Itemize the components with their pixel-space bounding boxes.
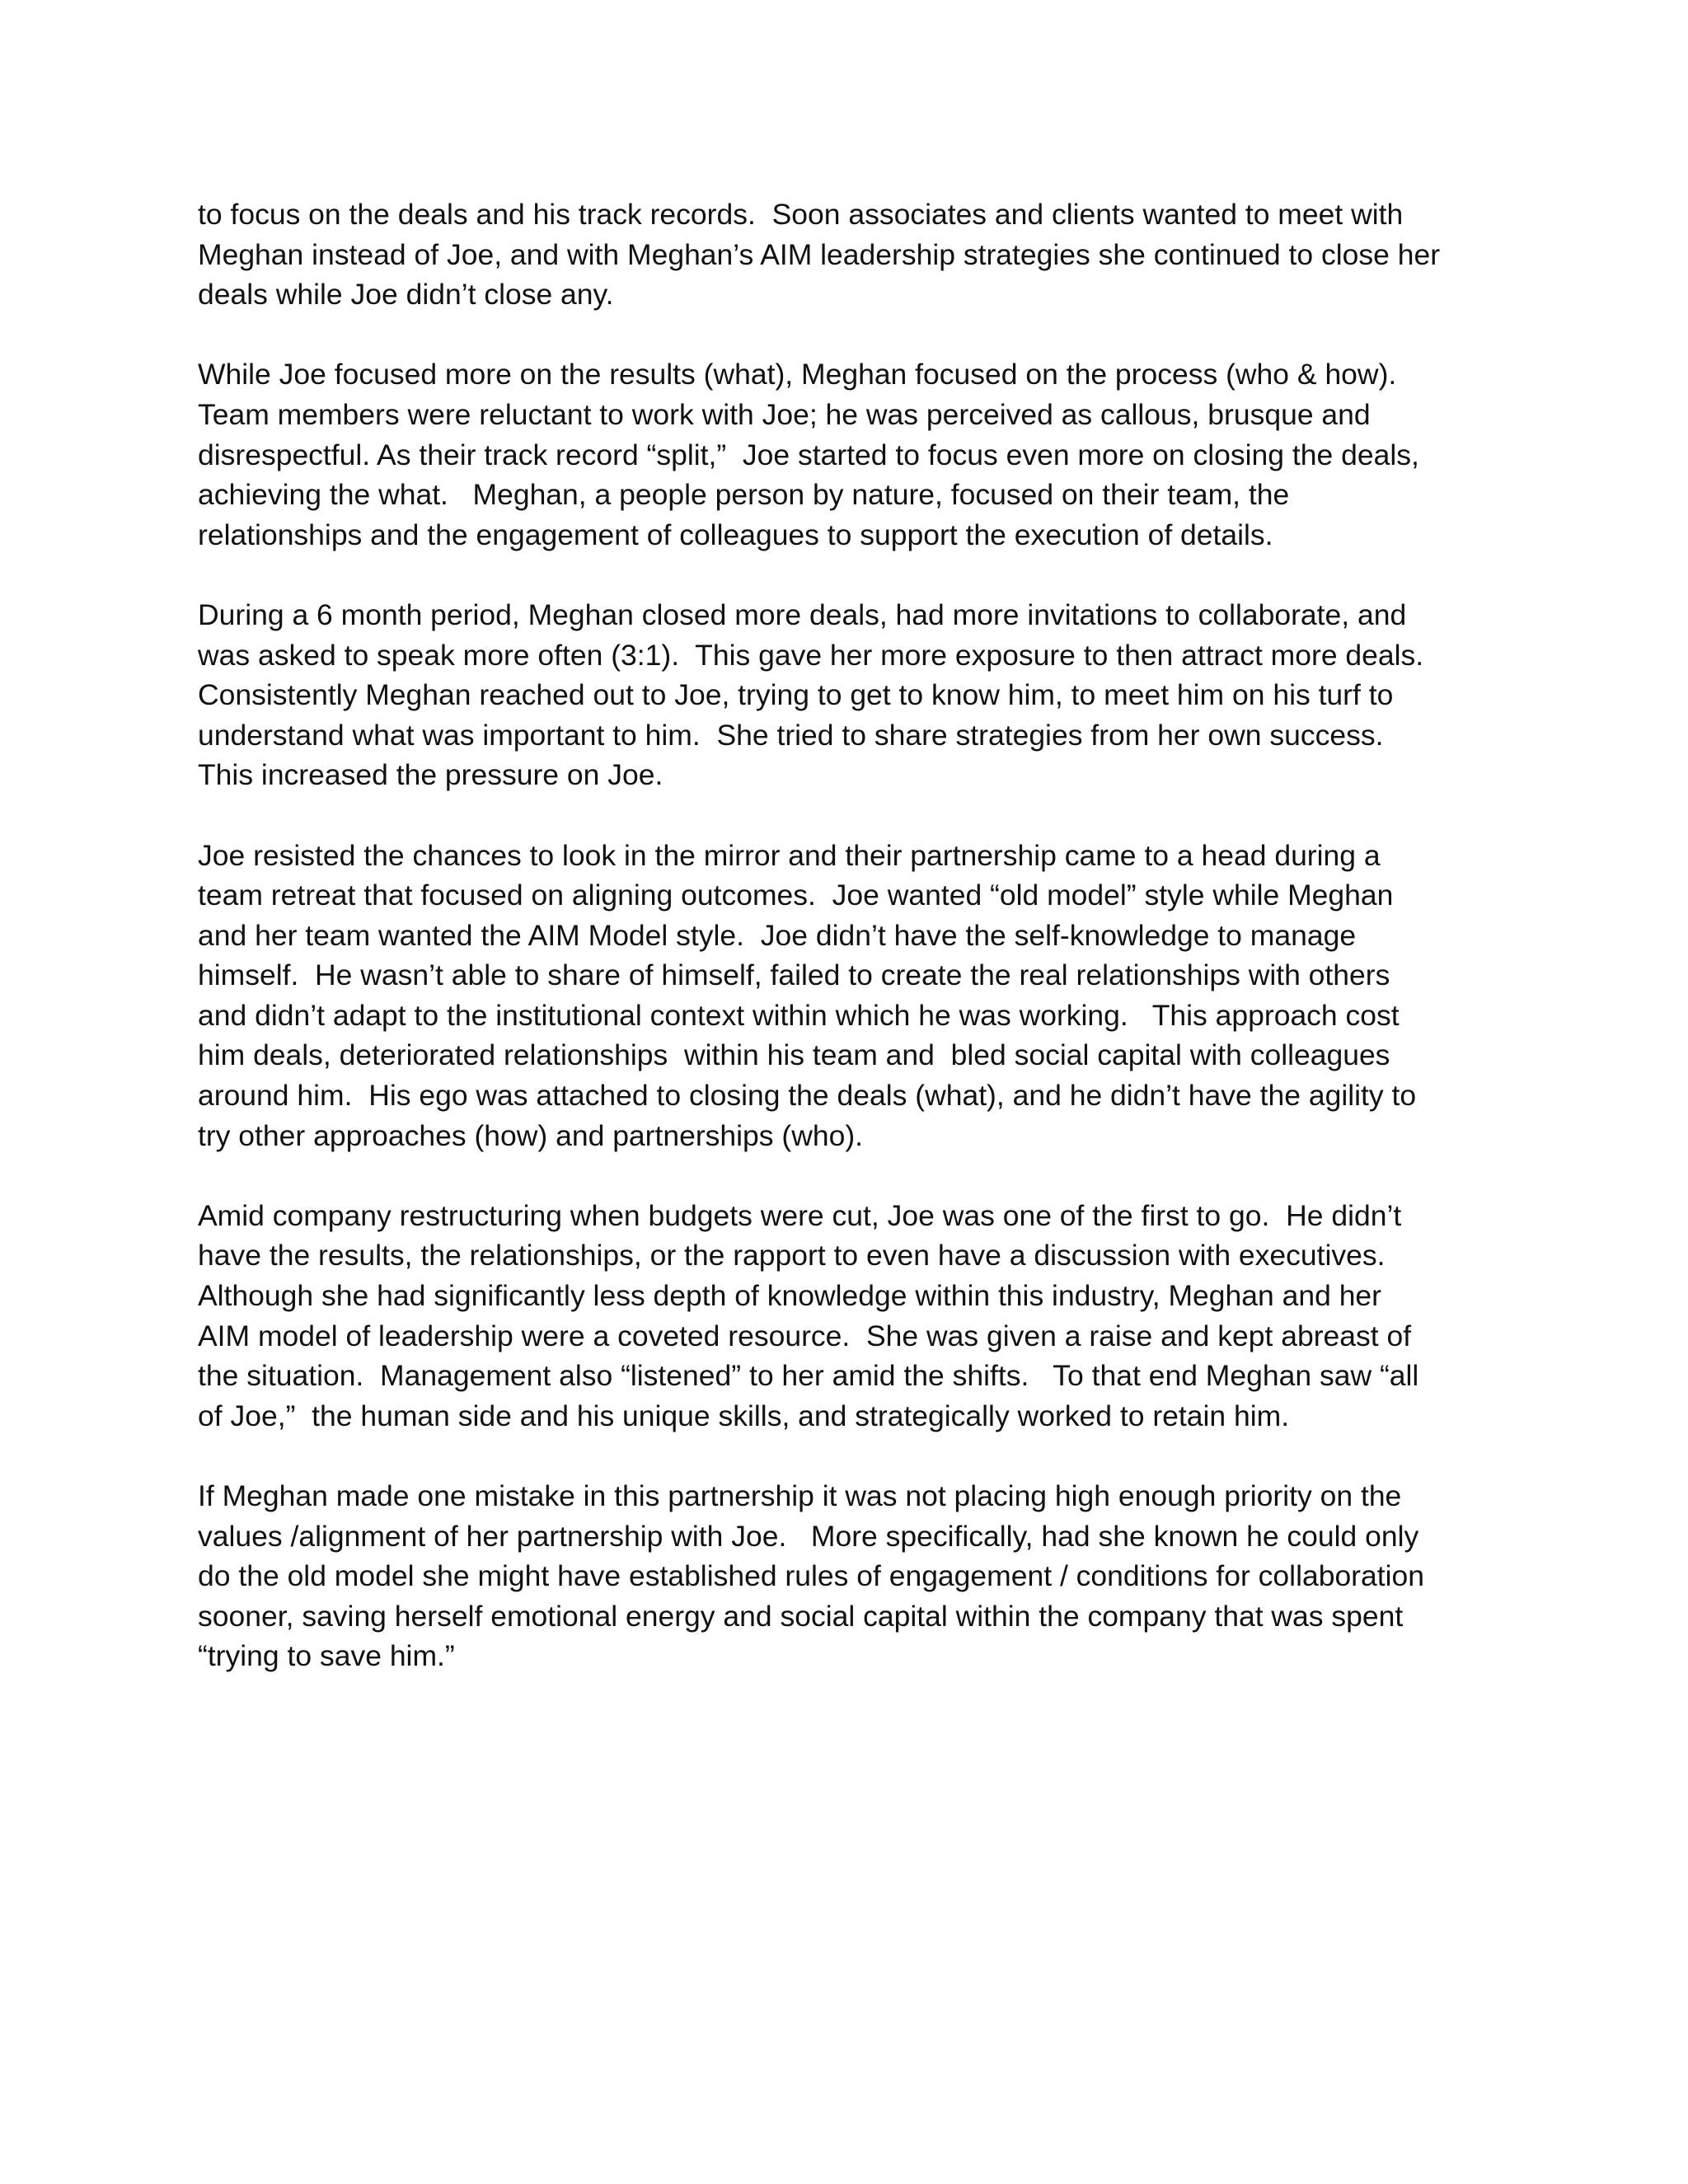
text-line: Although she had significantly less depth of knowledge within this industry, Meghan and her — [198, 1279, 1381, 1313]
text-line: This increased the pressure on Joe. — [198, 758, 663, 792]
text-line: achieving the what. Meghan, a people person by nature, focused on their team, the — [198, 478, 1290, 512]
text-line: around him. His ego was attached to closing the deals (what), and he didn’t have the agility to — [198, 1079, 1417, 1113]
text-line: disrespectful. As their track record “split,” Joe started to focus even more on closing the deals, — [198, 438, 1419, 471]
text-line: Amid company restructuring when budgets were cut, Joe was one of the first to go. He didn’t — [198, 1198, 1402, 1232]
text-line: and didn’t adapt to the institutional context within which he was working. This approach cost — [198, 998, 1400, 1032]
text-line: understand what was important to him. She tried to share strategies from her own success. — [198, 718, 1384, 752]
text-line: Consistently Meghan reached out to Joe, trying to get to know him, to meet him on his turf to — [198, 678, 1394, 712]
paragraph-4 — [198, 836, 1500, 1156]
text-line: of Joe,” the human side and his unique skills, and strategically worked to retain him. — [198, 1399, 1290, 1432]
text-line: sooner, saving herself emotional energy and social capital within the company that was spent — [198, 1599, 1404, 1633]
text-line: try other approaches (how) and partnerships (who). — [198, 1118, 864, 1152]
text-line: values /alignment of her partnership with Joe. More specifically, had she known he could only — [198, 1519, 1419, 1553]
paragraph-3 — [198, 595, 1500, 795]
text-line: During a 6 month period, Meghan closed more deals, had more invitations to collaborate, and — [198, 598, 1407, 631]
text-line: “trying to save him.” — [198, 1639, 455, 1673]
text-line: team retreat that focused on aligning outcomes. Joe wanted “old model” style while Meghan — [198, 879, 1394, 912]
paragraph-2 — [198, 354, 1500, 555]
text-line: and her team wanted the AIM Model style. Joe didn’t have the self-knowledge to manage — [198, 918, 1357, 952]
text-line: the situation. Management also “listened” to her amid the shifts. To that end Meghan saw “all — [198, 1359, 1419, 1393]
text-line: AIM model of leadership were a coveted resource. She was given a raise and kept abreast of — [198, 1319, 1412, 1352]
text-line: While Joe focused more on the results (what), Meghan focused on the process (who & how). — [198, 358, 1397, 391]
text-line: If Meghan made one mistake in this partnership it was not placing high enough priority on the — [198, 1479, 1402, 1512]
text-line: Joe resisted the chances to look in the mirror and their partnership came to a head during a — [198, 838, 1381, 872]
text-line: himself. He wasn’t able to share of himself, failed to create the real relationships with others — [198, 958, 1390, 992]
paragraph-1 — [198, 194, 1500, 315]
text-line: to focus on the deals and his track records. Soon associates and clients wanted to meet with — [198, 198, 1404, 231]
text-line: him deals, deteriorated relationships within his team and bled social capital with colleagues — [198, 1038, 1390, 1072]
paragraph-6 — [198, 1476, 1500, 1676]
text-line: do the old model she might have established rules of engagement / conditions for collaboration — [198, 1559, 1424, 1593]
paragraph-5 — [198, 1196, 1500, 1436]
text-line: Team members were reluctant to work with Joe; he was perceived as callous, brusque and — [198, 397, 1371, 431]
text-line: Meghan instead of Joe, and with Meghan’s AIM leadership strategies she continued to close her — [198, 237, 1441, 271]
text-line: have the results, the relationships, or the rapport to even have a discussion with executives. — [198, 1239, 1386, 1272]
text-line: was asked to speak more often (3:1). This gave her more exposure to then attract more deals. — [198, 638, 1424, 672]
text-line: deals while Joe didn’t close any. — [198, 278, 614, 312]
text-line: relationships and the engagement of colleagues to support the execution of details. — [198, 518, 1273, 551]
document-body — [198, 194, 1500, 1717]
